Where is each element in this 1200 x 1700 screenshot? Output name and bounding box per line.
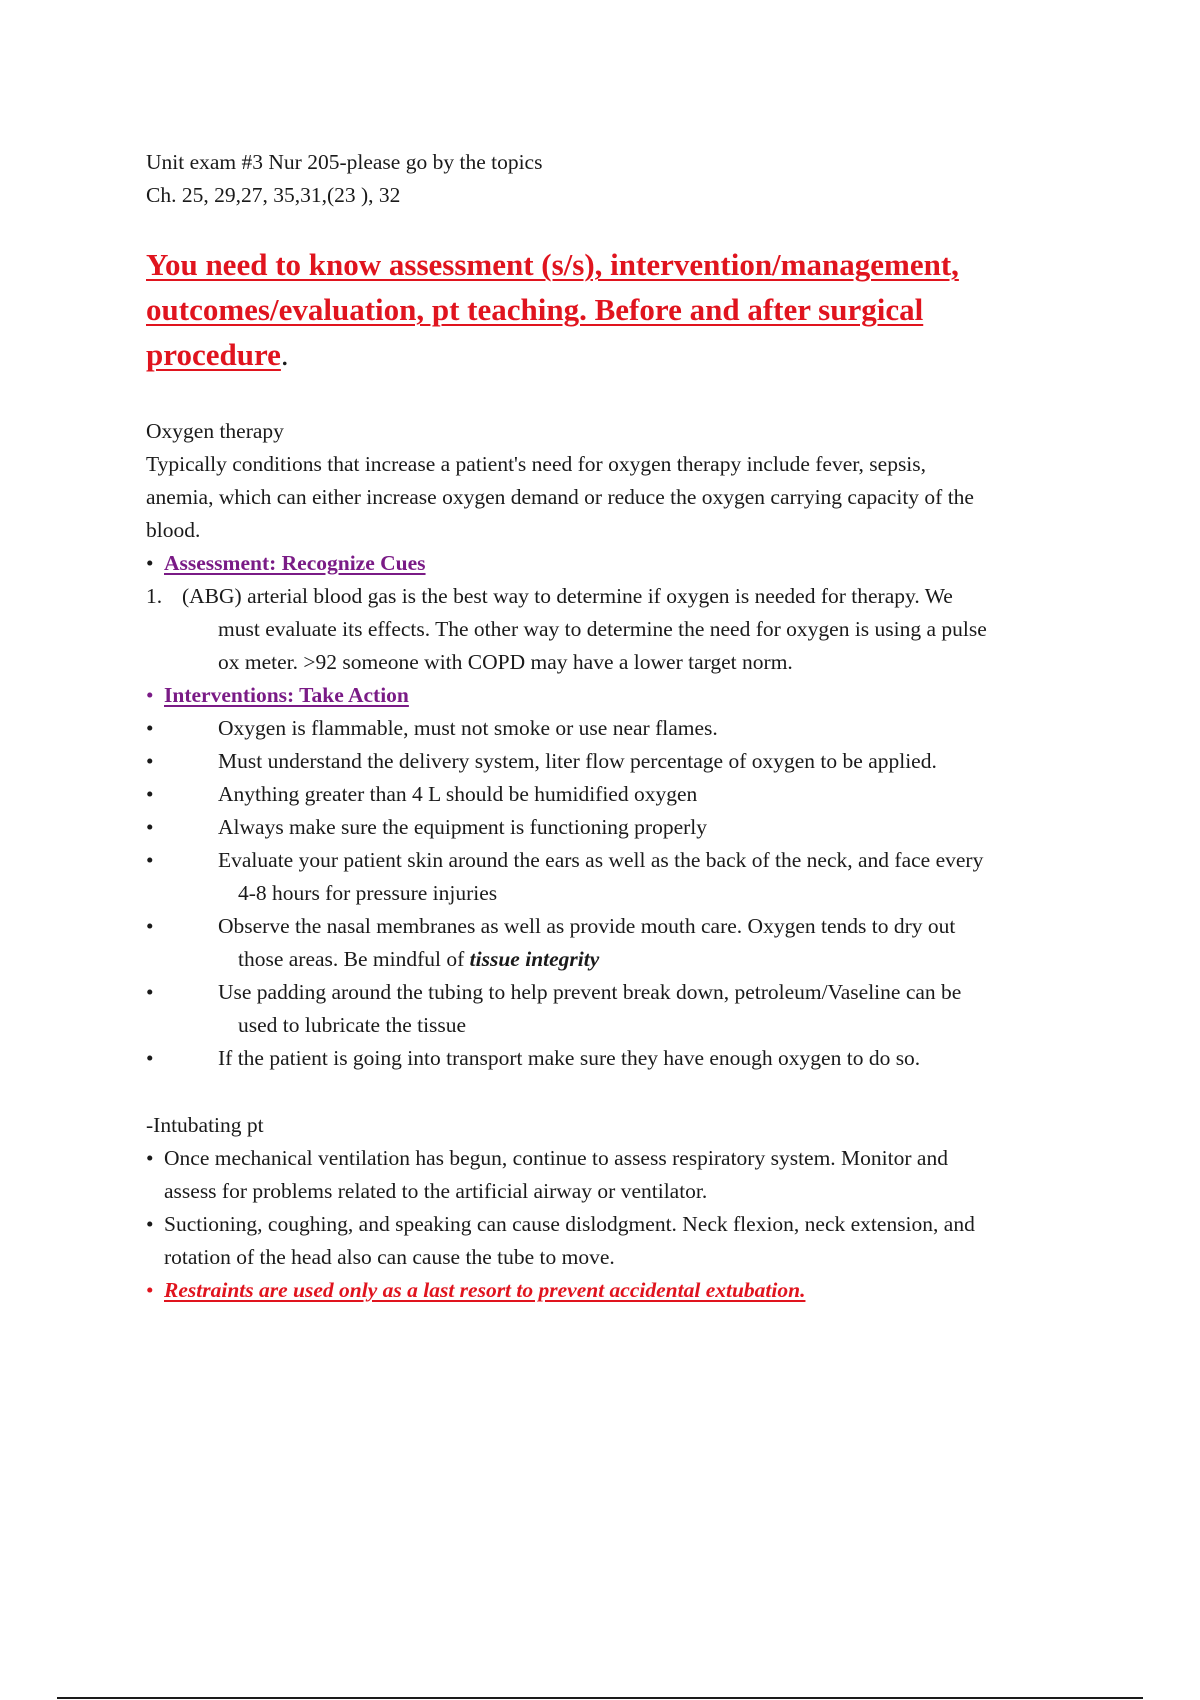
tissue-integrity-emphasis: tissue integrity bbox=[469, 947, 600, 971]
assessment-item-line-1: (ABG) arterial blood gas is the best way to determine if oxygen is needed for therapy. We bbox=[182, 584, 953, 608]
item-number: 1. bbox=[146, 584, 163, 608]
intervention-item bbox=[146, 811, 1096, 844]
assessment-heading: Assessment: Recognize Cues bbox=[164, 551, 426, 575]
intervention-text: Anything greater than 4 L should be humidified oxygen bbox=[218, 782, 698, 806]
intervention-item bbox=[146, 778, 1096, 811]
intervention-item bbox=[146, 1042, 1096, 1075]
intubating-item-line-1: Once mechanical ventilation has begun, continue to assess respiratory system. Monitor and bbox=[164, 1146, 948, 1170]
notice-line-2: outcomes/evaluation, pt teaching. Before and after surgical bbox=[146, 292, 924, 327]
intervention-text: Use padding around the tubing to help prevent break down, petroleum/Vaseline can be bbox=[218, 980, 962, 1004]
bullet-marker: • bbox=[146, 716, 154, 740]
notice-line-3: procedure bbox=[146, 337, 281, 372]
notice-line-1: You need to know assessment (s/s), intervention/management, bbox=[146, 247, 959, 282]
intervention-text: Always make sure the equipment is functioning properly bbox=[218, 815, 708, 839]
bullet-marker: • bbox=[146, 1146, 154, 1170]
intubating-item-line-1: Suctioning, coughing, and speaking can cause dislodgment. Neck flexion, neck extension, and bbox=[164, 1212, 975, 1236]
intervention-item bbox=[146, 712, 1096, 745]
bullet-marker: • bbox=[146, 1278, 154, 1302]
notice-period: . bbox=[280, 337, 289, 372]
intubating-item bbox=[146, 1142, 1096, 1208]
interventions-heading-row bbox=[146, 679, 1096, 712]
header-line-1: Unit exam #3 Nur 205-please go by the topics bbox=[146, 150, 543, 174]
oxygen-intro-line-3: blood. bbox=[146, 518, 201, 542]
oxygen-intro-line-1: Typically conditions that increase a patient's need for oxygen therapy include fever, sepsis, bbox=[146, 452, 927, 476]
intervention-text: Evaluate your patient skin around the ears as well as the back of the neck, and face every bbox=[218, 848, 984, 872]
assessment-item-line-3: ox meter. >92 someone with COPD may have a lower target norm. bbox=[218, 650, 793, 674]
bullet-marker: • bbox=[146, 683, 154, 707]
oxygen-intro-line-2: anemia, which can either increase oxygen demand or reduce the oxygen carrying capacity of the bbox=[146, 485, 974, 509]
bullet-marker: • bbox=[146, 1046, 154, 1070]
assessment-item-line-2: must evaluate its effects. The other way to determine the need for oxygen is using a pulse bbox=[218, 617, 987, 641]
intervention-item bbox=[146, 844, 1096, 910]
intervention-text-continued: used to lubricate the tissue bbox=[238, 1013, 467, 1037]
restraints-warning: Restraints are used only as a last resort to prevent accidental extubation. bbox=[164, 1278, 806, 1302]
intubating-item-line-2: assess for problems related to the artificial airway or ventilator. bbox=[164, 1179, 708, 1203]
intervention-text: Observe the nasal membranes as well as provide mouth care. Oxygen tends to dry out bbox=[218, 914, 956, 938]
intervention-text-continued: those areas. Be mindful of bbox=[238, 947, 470, 971]
intervention-text: Must understand the delivery system, liter flow percentage of oxygen to be applied. bbox=[218, 749, 937, 773]
assessment-heading-row bbox=[146, 547, 1096, 580]
bullet-marker: • bbox=[146, 815, 154, 839]
intervention-text: Oxygen is flammable, must not smoke or use near flames. bbox=[218, 716, 718, 740]
intervention-item bbox=[146, 745, 1096, 778]
intubating-section bbox=[146, 1109, 1096, 1307]
page-bottom-rule bbox=[57, 1697, 1143, 1699]
intubating-warning-row bbox=[146, 1274, 1096, 1307]
bullet-marker: • bbox=[146, 980, 154, 1004]
bullet-marker: • bbox=[146, 551, 154, 575]
assessment-item bbox=[146, 580, 1096, 679]
intubating-item-line-2: rotation of the head also can cause the tube to move. bbox=[164, 1245, 615, 1269]
bullet-marker: • bbox=[146, 1212, 154, 1236]
interventions-heading: Interventions: Take Action bbox=[164, 683, 409, 707]
oxygen-title: Oxygen therapy bbox=[146, 419, 284, 443]
intubating-item bbox=[146, 1208, 1096, 1274]
intervention-text-continued: 4-8 hours for pressure injuries bbox=[238, 881, 498, 905]
intervention-item bbox=[146, 976, 1096, 1042]
oxygen-section bbox=[146, 415, 1096, 1075]
intervention-text: If the patient is going into transport make sure they have enough oxygen to do so. bbox=[218, 1046, 921, 1070]
header-line-2: Ch. 25, 29,27, 35,31,(23 ), 32 bbox=[146, 183, 401, 207]
bullet-marker: • bbox=[146, 914, 154, 938]
document-content bbox=[146, 146, 1096, 1307]
bullet-marker: • bbox=[146, 782, 154, 806]
intubating-title: -Intubating pt bbox=[146, 1113, 264, 1137]
bullet-marker: • bbox=[146, 848, 154, 872]
bullet-marker: • bbox=[146, 749, 154, 773]
notice-block bbox=[146, 242, 1096, 377]
intervention-item bbox=[146, 910, 1096, 976]
